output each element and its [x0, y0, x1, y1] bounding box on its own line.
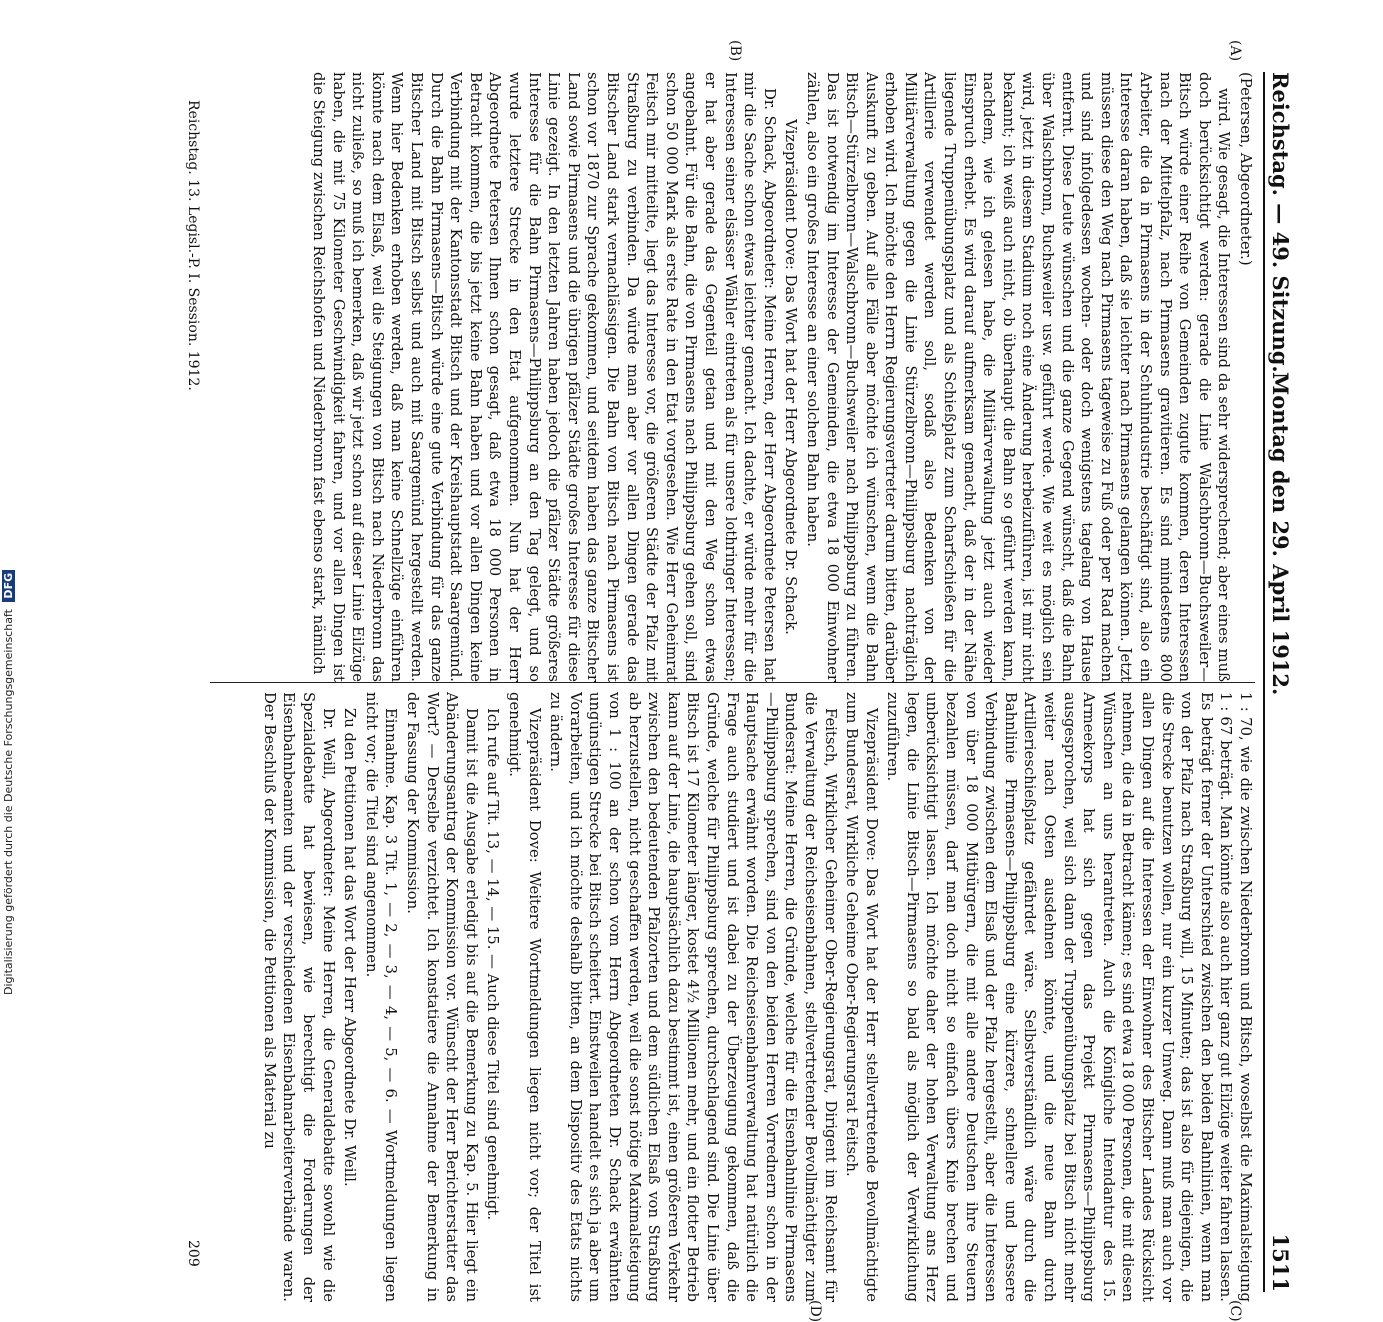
paragraph: wird. Wie gesagt, die Interessen sind da sehr widersprechend; aber eines muß doch berücksichtigt werden: gerade die Linie Walschbronn—Buchsweiler—Bitsch würde einer Reihe von Gemeinden zugute kommen, deren Interessen nach der Mittelpfalz, nach Pirmasens gravitieren. Es sind mindestens 800 Arbeiter, die da in Pirmasens in der Schuhindustrie beschäftigt sind, also ein Interesse daran haben, daß sie leichter nach Pirmasens gelangen können. Jetzt müssen diese den Weg nach Pirmasens tageweise zu Fuß oder per Rad machen und sind infolgedessen wochen- oder doch wenigstens tagelang von Hause entfernt. Diese Leute wünschen und die ganze Gegend wünscht, daß die Bahn über Walschbronn, Buchsweiler usw. geführt werde. Wie weit es möglich sein wird, jetzt in diesem Stadium noch eine Änderung herbeizuführen, ist mir nicht bekannt; ich weiß auch nicht, ob überhaupt die Bahn so geführt werden kann, nachdem, wie ich gelesen habe, die Militärverwaltung jetzt auch wieder Einspruch erhebt. Es wird darauf aufmerksam gemacht, daß der in der Nähe liegende Truppenübungsplatz und als Schießplatz zum Scharfschießen für die Artillerie verwendet werden soll, sodaß also Bedenken von der Militärverwaltung gegen die Linie Stürzelbronn—Philippsburg nachträglich erhoben wird. Ich möchte den Herrn Regierungsvertreter darum bitten, darüber Auskunft zu geben. Auf alle Fälle aber möchte ich wünschen, wenn die Bahn Bitsch—Stürzelbronn—Walschbronn—Buchsweiler nach Philippsburg zu führen. Das ist notwendig im Interesse der Gemeinden, die etwa 18 000 Einwohner zählen, also ein großes Interesse an einer solchen Bahn haben.	[803, 72, 1233, 682]
left-column	[210, 72, 1255, 682]
right-column	[210, 692, 1255, 1302]
margin-marker-d: (D)	[807, 1300, 823, 1322]
paragraph: Dr. Weill, Abgeordneter: Meine Herren, die Generaldebatte sowohl wie die Spezialdebatte hat bewiesen, wie berechtigt die Forderungen der Eisenbahnbeamten und der verschiedenen Eisenbahnarbeiterverbände waren. Der Beschluß der Kommission, die Petitionen als Material zu	[260, 692, 337, 1302]
dfg-logo: DFG	[2, 570, 15, 602]
header-session: Reichstag. — 49. Sitzung.	[1268, 72, 1293, 373]
page-header	[1263, 72, 1295, 1292]
paragraph: Vizepräsident Dove: Das Wort hat der Herr Abgeordnete Dr. Schack.	[782, 119, 800, 635]
paragraph: Feitsch, Wirklicher Geheimer Ober-Regierungsrat, Dirigent im Reichsamt für die Verwaltung der Reichseisenbahnen, stellvertretender Bevollmächtigter zum Bundesrat: Meine Herren, die Gründe, welche für die Eisenbahnlinie Pirmasens—Philippsburg sprechen, sind von den beiden Herren Vorrednern schon in der Hauptsache erwähnt worden. Die Reichseisenbahnverwaltung hat natürlich die Frage auch studiert und ist dabei zu der Überzeugung gekommen, daß die Gründe, welche für Philippsburg sprechen, durchschlagend sind. Die Linie über Bitsch ist 17 Kilometer länger, kostet 4½ Millionen mehr, und ein flotter Betrieb kann auf der Linie, die hauptsächlich dazu bestimmt ist, einen größeren Verkehr zwischen den bedeutenden Pfalzorten und dem südlichen Elsaß von Straßburg ab herzustellen, nicht geschaffen werden, weil die sonst nötige Maximalsteigung von 1 : 100 an der schon vom Herrn Abgeordneten Dr. Schack erwähnten ungünstigen Strecke bei Bitsch scheitert. Einstweilen handelt es sich ja aber um Vorarbeiten, und ich möchte deshalb bitten, an dem Dispositiv des Etats nichts zu ändern.	[547, 692, 839, 1302]
page-number: 1511	[1268, 1233, 1293, 1292]
header-date: Montag den 29. April 1912.	[1268, 372, 1293, 696]
paragraph: Vizepräsident Dove: Weitere Wortmeldungen liegen nicht vor; der Titel ist genehmigt.	[506, 692, 543, 1302]
paragraph: Ich rufe auf Tit. 13, — 14, — 15. — Auch diese Titel sind genehmigt.	[484, 708, 502, 1221]
paragraph: 1 : 70, wie die zwischen Niederbronn und Bitsch, woselbst die Maximalsteigung 1 : 67 beträgt. Man könnte also auch hier ganz gut Eilzüge weiter fahren lassen. Es beträgt ferner der Unterschied zwischen den beiden Bahnlinien, wenn man von der Pfalz nach Straßburg will, 15 Minuten; das ist also für diejenigen, die die Strecke benutzen wollen, nur ein kurzer Umweg. Dann muß man auch vor allen Dingen auf die Interessen der Einwohner des Bitscher Landes Rücksicht nehmen, die da in Betracht kämen; es sind etwa 18 000 Personen, die mit diesen Wünschen an uns herantreten. Auch die Königliche Intendantur des 15. Armeekorps hat sich gegen das Projekt Pirmasens—Philippsburg ausgesprochen, weil sich dann der Truppenübungsplatz bei Bitsch nicht mehr weiter nach Osten ausdehnen könnte, und die neue Bahn durch Artillerieschießplatz gefährdet wäre. Selbstverständlich wäre durch die Bahnlinie Pirmasens—Philippsburg eine kürzere, schnellere und bessere Verbindung zwischen dem Elsaß und der Pfalz hergestellt, aber die Interessen von über 18 000 Mitbürgern, die mit alle andere Deutschen ihre Steuern bezahlen müssen, darf man doch nicht so einfach übers Knie brechen und unberücksichtigt lassen. Ich möchte daher der hohen Verwaltung ans Herz legen, die Linie Bitsch—Pirmasens so bald als möglich der Verwirklichung zuzuführen.	[884, 692, 1254, 1302]
speaker-intro: (Petersen, Abgeordneter.)	[1237, 72, 1254, 266]
paragraph: Zu den Petitionen hat das Wort der Herr Abgeordnete Dr. Weill.	[341, 708, 359, 1187]
funding-note: Digitalisierung gefördert durch die Deutsche Forschungsgemeinschaft	[2, 609, 15, 995]
paragraph: Vizepräsident Dove: Das Wort hat der Herr stellvertretende Bevollmächtigte zum Bundesrat, Wirkliche Geheime Ober-Regierungsrat Feitsch.	[843, 692, 880, 1302]
margin-marker-b: (B)	[727, 40, 743, 62]
paragraph: Einnahme. Kap. 3 Tit. 1, — 2, — 3, — 4, — 5, — 6. — Wortmeldungen liegen nicht vor; die Titel sind angenommen.	[362, 692, 400, 1302]
paragraph: Damit ist die Ausgabe erledigt bis auf die Bemerkung zu Kap. 5. Hier liegt ein Abänderungsantrag der Kommission vor. Wünscht der Herr Berichterstatter das Wort? — Derselbe verzichtet. Ich konstatiere die Annahme der Bemerkung in der Fassung der Kommission.	[404, 692, 480, 1302]
margin-marker-c: (C)	[1227, 1300, 1243, 1322]
footer-sheet-number: 209	[185, 1240, 201, 1267]
footer-legislature: Reichstag. 13. Legisl.-P. I. Session. 1912.	[185, 100, 201, 391]
digitization-sidebar	[2, 572, 24, 995]
paragraph: Dr. Schack, Abgeordneter: Meine Herren, der Herr Abgeordnete Petersen hat mir die Sache schon etwas leichter gemacht. Ich dachte, er würde mehr für die Interessen seiner elsässer Wähler eintreten als für unsere lothringer Interessen; er hat aber gerade das Gegenteil getan und mit den Weg schon etwas angebahnt. Für die Bahn, die von Pirmasens nach Philippsburg gehen soll, sind schon 50 000 Mark als erste Rate in den Etat vorgesehen. Wie Herr Geheimrat Feitsch mir mitteilte, liegt das Interesse vor, die größeren Städte der Pfalz mit Straßburg zu verbinden. Da würde man aber vor allen Dingen gerade das Bitscher Land stark vernachlässigen. Die Bahn von Bitsch nach Pirmasens ist schon vor 1870 zur Sprache gekommen, und seitdem haben das ganze Bitscher Land sowie Pirmasens und die übrigen pfälzer Städte großes Interesse für diese Linie gezeigt. In den letzten Jahren haben jedoch die pfälzer Städte größeres Interesse für die Bahn Pirmasens—Philippsburg an den Tag gelegt, und so wurde letztere Strecke in den Etat aufgenommen. Nun hat der Herr Abgeordnete Petersen Ihnen schon gesagt, daß etwa 18 000 Personen in Betracht kommen, die bis jetzt keine Bahn haben und vor allen Dingen keine Verbindung mit der Kantonsstadt Bitsch und der Kreishauptstadt Saargemünd. Durch die Bahn Pirmasens—Bitsch würde eine gute Verbindung für das ganze Bitscher Land mit Bitsch selbst und auch mit Saargemünd hergestellt werden. Wenn hier Bedenken erhoben werden, daß man keine Schnellzüge einführen könnte nach dem Elsaß, weil die Steigungen von Bitsch nach Niederbronn das nicht zuließe, so muß ich bemerken, daß wir jetzt schon auf dieser Linie Eilzüge haben, die mit 75 Kilometer Geschwindigkeit fahren, und vor allen Dingen ist die Steigung zwischen Reichshofen und Niederbronn fast ebenso stark, nämlich	[310, 72, 778, 682]
margin-marker-a: (A)	[1227, 40, 1243, 62]
column-divider	[210, 682, 1255, 683]
